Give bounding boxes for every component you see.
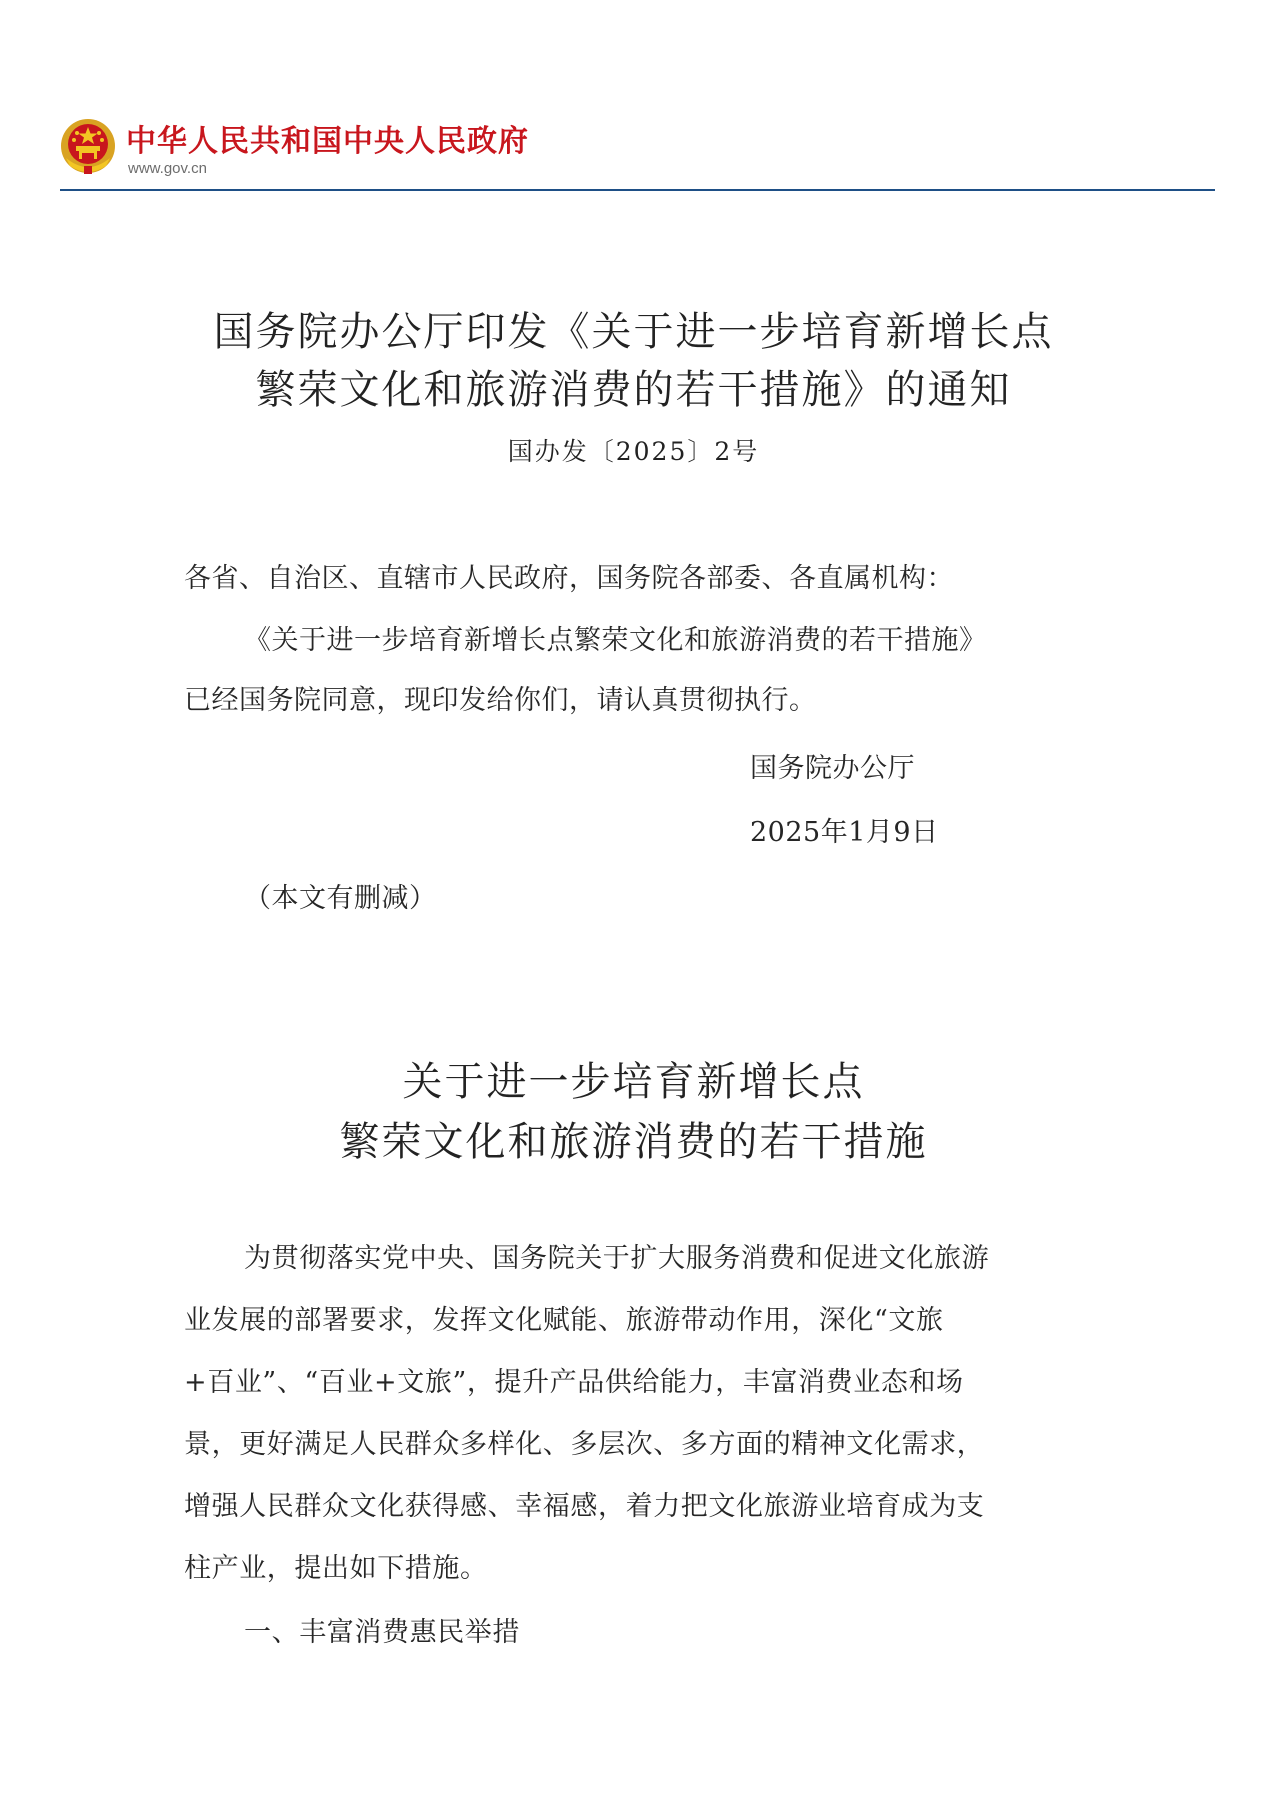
intro-line: 业发展的部署要求，发挥文化赋能、旅游带动作用，深化“文旅 [184, 1305, 944, 1336]
site-name[interactable]: 中华人民共和国中央人民政府 [126, 124, 529, 159]
notice-body-line: 已经国务院同意，现印发给你们，请认真贯彻执行。 [184, 685, 817, 716]
issue-date: 2025年1月9日 [750, 817, 939, 848]
notice-title-line-1: 国务院办公厅印发《关于进一步培育新增长点 [213, 309, 1054, 355]
measures-title-line-2: 繁荣文化和旅游消费的若干措施 [339, 1119, 928, 1165]
measures-title-line-1: 关于进一步培育新增长点 [402, 1059, 865, 1105]
addressee-line: 各省、自治区、直辖市人民政府，国务院各部委、各直属机构： [184, 563, 954, 594]
document-number: 国办发〔2025〕2号 [507, 437, 760, 466]
section-heading: 一、丰富消费惠民举措 [244, 1617, 520, 1648]
intro-line: 增强人民群众文化获得感、幸福感，着力把文化旅游业培育成为支 [184, 1491, 985, 1522]
site-header [60, 112, 1215, 192]
intro-line: 柱产业，提出如下措施。 [184, 1553, 488, 1584]
site-url[interactable]: www.gov.cn [128, 160, 207, 177]
national-emblem-icon [60, 118, 116, 176]
intro-line: 景，更好满足人民群众多样化、多层次、多方面的精神文化需求， [184, 1429, 985, 1460]
notice-title-line-2: 繁荣文化和旅游消费的若干措施》的通知 [255, 367, 1012, 413]
issuer-signature: 国务院办公厅 [750, 753, 915, 784]
intro-line: 为贯彻落实党中央、国务院关于扩大服务消费和促进文化旅游 [244, 1243, 990, 1274]
abridged-note: （本文有删减） [244, 883, 437, 914]
intro-line: +百业”、“百业+文旅”，提升产品供给能力，丰富消费业态和场 [184, 1367, 964, 1398]
notice-body-line: 《关于进一步培育新增长点繁荣文化和旅游消费的若干措施》 [244, 625, 987, 656]
header-divider [60, 189, 1215, 191]
